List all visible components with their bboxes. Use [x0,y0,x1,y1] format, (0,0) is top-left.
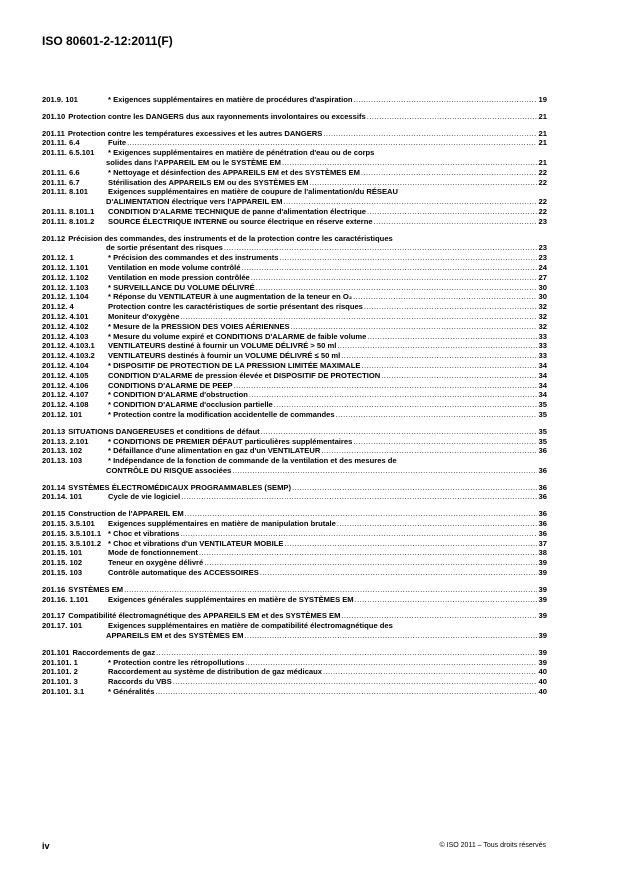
toc-entry-number: 201.15. 3.5.101 [42,519,95,529]
toc-entry-page: 36 [538,446,547,456]
toc-entry-page: 40 [538,687,547,697]
toc-entry-title: CONDITION D'ALARME TECHNIQUE de panne d'alimentation électrique [108,206,367,216]
toc-entry-number: 201.12. 4.106 [42,380,89,390]
toc-entry-page: 22 [538,197,547,207]
toc-entry-title: * Protection contre la modification accidentelle de commandes [108,409,335,419]
toc-entry-page: 33 [538,331,547,341]
toc-entry-number: 201.12. 1.102 [42,272,89,282]
toc-entry-title: Teneur en oxygène délivré [108,558,204,568]
toc-entry[interactable] [42,437,547,447]
toc-entry[interactable] [42,677,547,687]
toc-entry[interactable] [42,595,547,605]
toc-entry-number: 201.11 [42,128,65,138]
toc-entry-title: SOURCE ÉLECTRIQUE INTERNE ou source électrique en réserve externe [108,216,373,226]
toc-leader-dots [361,361,537,371]
page-number: iv [42,841,50,851]
toc-entry-title: Exigences supplémentaires en matière de manipulation brutale [108,519,336,529]
toc-entry-title: Fuite [108,138,127,148]
toc-entry-number: 201.16. 1.101 [42,594,89,604]
toc-entry-number: 201.101 [42,647,70,657]
toc-leader-dots [249,390,537,400]
toc-entry-number: 201.15. 103 [42,568,83,578]
toc-leader-dots [321,446,537,456]
section-gap [42,122,547,129]
toc-entry-page: 35 [538,400,547,410]
toc-leader-dots [260,568,537,578]
toc-leader-dots [341,351,537,361]
toc-leader-dots [381,371,537,381]
toc-entry-title: APPAREILS EM et des SYSTÈMES EM [106,631,244,641]
toc-entry-page: 36 [538,482,547,492]
toc-leader-dots [341,611,537,621]
toc-leader-dots [251,273,537,283]
toc-entry-number: 201.14 [42,482,66,492]
toc-entry-number: 201.17 [42,611,66,621]
section-gap [42,420,547,427]
toc-leader-dots [173,677,537,687]
toc-entry[interactable] [42,466,547,476]
toc-entry-number: 201.12. 4.101 [42,311,89,321]
toc-entry[interactable] [42,621,547,631]
toc-entry-number: 201.12. 4.102 [42,321,89,331]
toc-entry[interactable] [42,529,547,539]
toc-entry-number: 201.13. 102 [42,446,83,456]
toc-leader-dots [309,178,537,188]
toc-entry-page: 39 [538,631,547,641]
toc-entry-title: * Choc et vibrations [108,528,180,538]
toc-leader-dots [185,509,537,519]
section-gap [42,604,547,611]
toc-entry[interactable] [42,446,547,456]
toc-entry-page: 40 [538,667,547,677]
toc-leader-dots [367,112,537,122]
toc-entry-title: Ventilation en mode pression contrôlée [108,272,250,282]
toc-leader-dots [124,585,537,595]
toc-entry[interactable] [42,292,547,302]
toc-entry-title: * CONDITIONS DE PREMIER DÉFAUT particulières supplémentaires [108,436,353,446]
toc-leader-dots [180,529,537,539]
toc-leader-dots [261,427,537,437]
toc-leader-dots [323,667,537,677]
toc-entry[interactable] [42,687,547,697]
toc-leader-dots [242,263,538,273]
toc-entry-number: 201.17. 101 [42,621,83,631]
toc-entry-page: 40 [538,677,547,687]
toc-entry-page: 32 [538,321,547,331]
toc-entry-page: 39 [538,647,547,657]
toc-leader-dots [181,492,537,502]
toc-entry-number: 201.12. 4.103.2 [42,351,95,361]
toc-leader-dots [244,631,537,641]
toc-entry-title: CONDITION D'ALARME de pression élevée et DISPOSITIF DE PROTECTION [108,370,381,380]
toc-leader-dots [180,312,537,322]
toc-entry-number: 201.10 [42,111,66,121]
toc-entry-title: de sortie présentant des risques [106,243,223,253]
toc-entry-number: 201.11. 6.4 [42,138,80,148]
toc-entry-page: 21 [538,128,547,138]
toc-entry[interactable] [42,410,547,420]
toc-entry-number: 201.12 [42,233,66,243]
toc-entry-number: 201.11. 6.7 [42,177,80,187]
toc-entry-page: 27 [538,272,547,282]
toc-entry[interactable] [42,112,547,122]
toc-entry-page: 19 [538,95,547,104]
toc-entry-page: 34 [538,380,547,390]
toc-leader-dots [127,138,537,148]
toc-entry-page: 36 [538,528,547,538]
toc-entry[interactable] [42,539,547,549]
toc-entry[interactable] [42,390,547,400]
toc-entry-number: 201.11. 6.5.101 [42,148,95,158]
toc-entry[interactable] [42,648,547,658]
toc-entry[interactable] [42,400,547,410]
toc-entry-page: 33 [538,351,547,361]
table-of-contents [42,95,547,697]
toc-entry[interactable] [42,371,547,381]
toc-entry[interactable] [42,361,547,371]
toc-entry-title: * Mesure du volume expiré et CONDITIONS D'ALARME de faible volume [108,331,367,341]
toc-entry-title: Construction de l'APPAREIL EM [68,509,184,519]
toc-entry-page: 39 [538,611,547,621]
toc-entry-title: Protection contre les températures excessives et les autres DANGERS [67,128,323,138]
toc-entry-number: 201.12. 1.101 [42,262,89,272]
toc-leader-dots [284,539,537,549]
toc-entry-number: 201.101. 2 [42,667,78,677]
toc-entry[interactable] [42,158,547,168]
toc-entry[interactable] [42,129,547,139]
toc-entry-number: 201.15. 101 [42,548,83,558]
toc-entry-page: 38 [538,548,547,558]
toc-entry-title: * Nettoyage et désinfection des APPAREILS EM et des SYSTÈMES EM [108,167,360,177]
toc-entry-title: * DISPOSITIF DE PROTECTION DE LA PRESSION LIMITÉE MAXIMALE [108,360,361,370]
toc-entry-title: * Défaillance d'une alimentation en gaz d'un VENTILATEUR [108,446,321,456]
toc-entry[interactable] [42,217,547,227]
toc-entry-page: 32 [538,302,547,312]
toc-entry-page: 39 [538,558,547,568]
document-header: ISO 80601-2-12:2011(F) [42,34,173,48]
toc-entry-page: 35 [538,426,547,436]
toc-entry-number: 201.12. 4.107 [42,390,89,400]
toc-entry-page: 36 [538,465,547,475]
toc-leader-dots [283,197,537,207]
toc-entry-title: Ventilation en mode volume contrôlé [108,262,241,272]
toc-entry-page: 39 [538,584,547,594]
toc-entry-title: Stérilisation des APPAREILS EM ou des SYSTÈMES EM [108,177,309,187]
toc-entry[interactable] [42,611,547,621]
toc-entry-page: 36 [538,492,547,502]
toc-entry-number: 201.12. 4.105 [42,370,89,380]
toc-entry[interactable] [42,302,547,312]
toc-entry-title: * Généralités [108,687,155,697]
toc-entry[interactable] [42,148,547,158]
toc-leader-dots [337,341,537,351]
toc-entry-title: Exigences générales supplémentaires en matière de SYSTÈMES EM [108,594,354,604]
toc-entry[interactable] [42,243,547,253]
toc-leader-dots [367,207,537,217]
toc-entry[interactable] [42,381,547,391]
toc-entry-title: SYSTÈMES ÉLECTROMÉDICAUX PROGRAMMABLES (SEMP) [68,482,291,492]
toc-entry[interactable] [42,197,547,207]
toc-entry-title: Mode de fonctionnement [108,548,198,558]
section-gap [42,641,547,648]
toc-entry-page: 23 [538,216,547,226]
toc-leader-dots [156,648,537,658]
toc-leader-dots [199,548,537,558]
toc-entry[interactable] [42,631,547,641]
toc-entry-page: 36 [538,509,547,519]
toc-entry-number: 201.15. 102 [42,558,83,568]
toc-entry-number: 201.11. 8.101.2 [42,216,95,226]
toc-entry-page: 22 [538,167,547,177]
toc-leader-dots [274,400,537,410]
toc-entry-title: * Réponse du VENTILATEUR à une augmentation de la teneur en O₂ [108,292,353,302]
toc-entry-page: 39 [538,657,547,667]
toc-entry[interactable] [42,456,547,466]
toc-entry-number: 201.101. 1 [42,657,78,667]
toc-entry[interactable] [42,568,547,578]
toc-leader-dots [336,410,537,420]
toc-entry-number: 201.101. 3 [42,677,78,687]
toc-leader-dots [155,687,537,697]
toc-entry-page: 23 [538,253,547,263]
toc-entry-page: 21 [538,157,547,167]
toc-entry-title: Protection contre les DANGERS dus aux rayonnements involontaires ou excessifs [68,111,366,121]
toc-entry-page: 22 [538,177,547,187]
toc-entry-page: 24 [538,262,547,272]
toc-entry-title: solides dans l'APPAREIL EM ou le SYSTÈME EM [106,157,281,167]
section-gap [42,578,547,585]
toc-entry[interactable] [42,263,547,273]
toc-entry-number: 201.9. 101 [42,95,78,104]
toc-entry-title: * Exigences supplémentaires en matière de pénétration d'eau ou de corps [108,148,375,158]
toc-entry-title: Exigences supplémentaires en matière de coupure de l'alimentation/du RÉSEAU [108,187,399,197]
toc-entry[interactable] [42,168,547,178]
toc-entry-title: Moniteur d'oxygène [108,311,180,321]
toc-entry-number: 201.11. 6.6 [42,167,80,177]
toc-entry-page: 34 [538,370,547,380]
toc-entry[interactable] [42,548,547,558]
toc-entry-number: 201.16 [42,584,66,594]
toc-entry-title: * Protection contre les rétropollutions [108,657,245,667]
toc-entry-page: 34 [538,390,547,400]
toc-entry-title: VENTILATEURS destinés à fournir un VOLUME DÉLIVRÉ ≤ 50 ml [108,351,341,361]
toc-leader-dots [204,558,537,568]
section-gap [42,502,547,509]
toc-entry-title: * Précision des commandes et des instruments [108,253,279,263]
toc-entry[interactable] [42,138,547,148]
toc-leader-dots [353,437,537,447]
toc-entry[interactable] [42,509,547,519]
toc-entry-title: Raccordement au système de distribution de gaz médicaux [108,667,322,677]
toc-entry-number: 201.12. 4.108 [42,400,89,410]
toc-entry[interactable] [42,332,547,342]
toc-entry-title: Protection contre les caractéristiques de sortie présentant des risques [108,302,363,312]
toc-entry-page: 22 [538,206,547,216]
toc-entry-title: Raccords du VBS [108,677,172,687]
toc-entry-title: * Indépendance de la fonction de commande de la ventilation et des mesures de [108,456,397,466]
toc-entry-number: 201.12. 101 [42,409,83,419]
toc-entry[interactable] [42,322,547,332]
toc-entry-number: 201.101. 3.1 [42,687,85,697]
toc-leader-dots [256,283,537,293]
toc-entry-title: * SURVEILLANCE DU VOLUME DÉLIVRÉ [108,282,255,292]
toc-entry[interactable] [42,667,547,677]
toc-entry-title: Précision des commandes, des instruments et de la protection contre les caractéristiques [68,233,393,243]
toc-leader-dots [291,322,537,332]
toc-leader-dots [245,658,537,668]
toc-leader-dots [323,129,537,139]
toc-leader-dots [232,466,537,476]
toc-entry-page: 32 [538,311,547,321]
toc-entry-title: * Mesure de la PRESSION DES VOIES AÉRIENNES [108,321,290,331]
toc-entry[interactable] [42,519,547,529]
toc-leader-dots [353,95,537,105]
toc-entry-page: 35 [538,409,547,419]
toc-entry-page: 35 [538,436,547,446]
toc-entry-number: 201.15. 3.5.101.2 [42,538,102,548]
toc-entry-title: Exigences supplémentaires en matière de compatibilité électromagnétique des [108,621,393,631]
toc-entry[interactable] [42,95,547,105]
toc-entry-number: 201.12. 1 [42,253,74,263]
toc-entry-page: 30 [538,282,547,292]
toc-entry[interactable] [42,483,547,493]
toc-entry-title: * Exigences supplémentaires en matière de procédures d'aspiration [108,95,353,104]
toc-entry[interactable] [42,585,547,595]
toc-entry-page: 34 [538,360,547,370]
section-gap [42,476,547,483]
toc-entry-number: 201.13 [42,426,66,436]
toc-entry-title: SYSTÈMES EM [68,584,124,594]
toc-entry-title: Cycle de vie logiciel [108,492,181,502]
toc-entry-number: 201.11. 8.101 [42,187,89,197]
toc-entry-page: 21 [538,138,547,148]
toc-leader-dots [224,243,537,253]
toc-leader-dots [234,381,537,391]
toc-entry-page: 37 [538,538,547,548]
toc-entry-page: 36 [538,519,547,529]
toc-entry-number: 201.15. 3.5.101.1 [42,528,102,538]
toc-entry-title: Compatibilité électromagnétique des APPAREILS EM et des SYSTÈMES EM [68,611,341,621]
toc-entry-page: 30 [538,292,547,302]
toc-entry[interactable] [42,253,547,263]
toc-leader-dots [367,332,537,342]
toc-leader-dots [282,158,537,168]
toc-entry-page: 39 [538,568,547,578]
toc-entry-number: 201.15 [42,509,66,519]
toc-entry-number: 201.12. 1.103 [42,282,89,292]
toc-entry-title: * CONDITION D'ALARME d'occlusion partielle [108,400,273,410]
toc-entry[interactable] [42,178,547,188]
toc-entry-title: Raccordements de gaz [72,647,156,657]
toc-entry[interactable] [42,658,547,668]
toc-entry[interactable] [42,351,547,361]
toc-entry[interactable] [42,427,547,437]
toc-entry-page: 33 [538,341,547,351]
copyright-notice: © ISO 2011 – Tous droits réservés [439,842,546,849]
toc-entry[interactable] [42,492,547,502]
toc-entry[interactable] [42,283,547,293]
toc-leader-dots [353,292,537,302]
toc-entry-number: 201.12. 4.103 [42,331,89,341]
toc-entry[interactable] [42,341,547,351]
toc-entry-title: VENTILATEURS destiné à fournir un VOLUME DÉLIVRÉ > 50 ml [108,341,337,351]
section-gap [42,227,547,234]
toc-leader-dots [292,483,537,493]
toc-entry-page: 39 [538,594,547,604]
toc-entry-number: 201.14. 101 [42,492,83,502]
toc-entry-title: * CONDITION D'ALARME d'obstruction [108,390,248,400]
toc-entry[interactable] [42,312,547,322]
section-gap [42,105,547,112]
toc-leader-dots [280,253,538,263]
toc-entry-number: 201.12. 4.103.1 [42,341,95,351]
toc-leader-dots [374,217,537,227]
toc-leader-dots [361,168,537,178]
toc-entry[interactable] [42,558,547,568]
toc-entry-page: 21 [538,111,547,121]
toc-entry-number: 201.13. 103 [42,456,83,466]
toc-entry-number: 201.11. 8.101.1 [42,206,95,216]
toc-entry-title: CONDITIONS D'ALARME DE PEEP [108,380,233,390]
toc-entry[interactable] [42,234,547,244]
toc-entry-title: D'ALIMENTATION électrique vers l'APPAREIL EM [106,197,283,207]
toc-entry-page: 23 [538,243,547,253]
toc-entry-title: Contrôle automatique des ACCESSOIRES [108,568,259,578]
toc-leader-dots [364,302,537,312]
toc-entry-title: CONTRÔLE DU RISQUE associées [106,465,232,475]
toc-leader-dots [337,519,537,529]
toc-entry[interactable] [42,207,547,217]
toc-entry-number: 201.13. 2.101 [42,436,89,446]
toc-entry[interactable] [42,273,547,283]
toc-entry-title: * Choc et vibrations d'un VENTILATEUR MOBILE [108,538,284,548]
toc-entry[interactable] [42,187,547,197]
toc-entry-number: 201.12. 4 [42,302,74,312]
toc-entry-title: SITUATIONS DANGEREUSES et conditions de défaut [68,426,260,436]
toc-entry-number: 201.12. 4.104 [42,360,89,370]
toc-leader-dots [355,595,537,605]
toc-entry-number: 201.12. 1.104 [42,292,89,302]
